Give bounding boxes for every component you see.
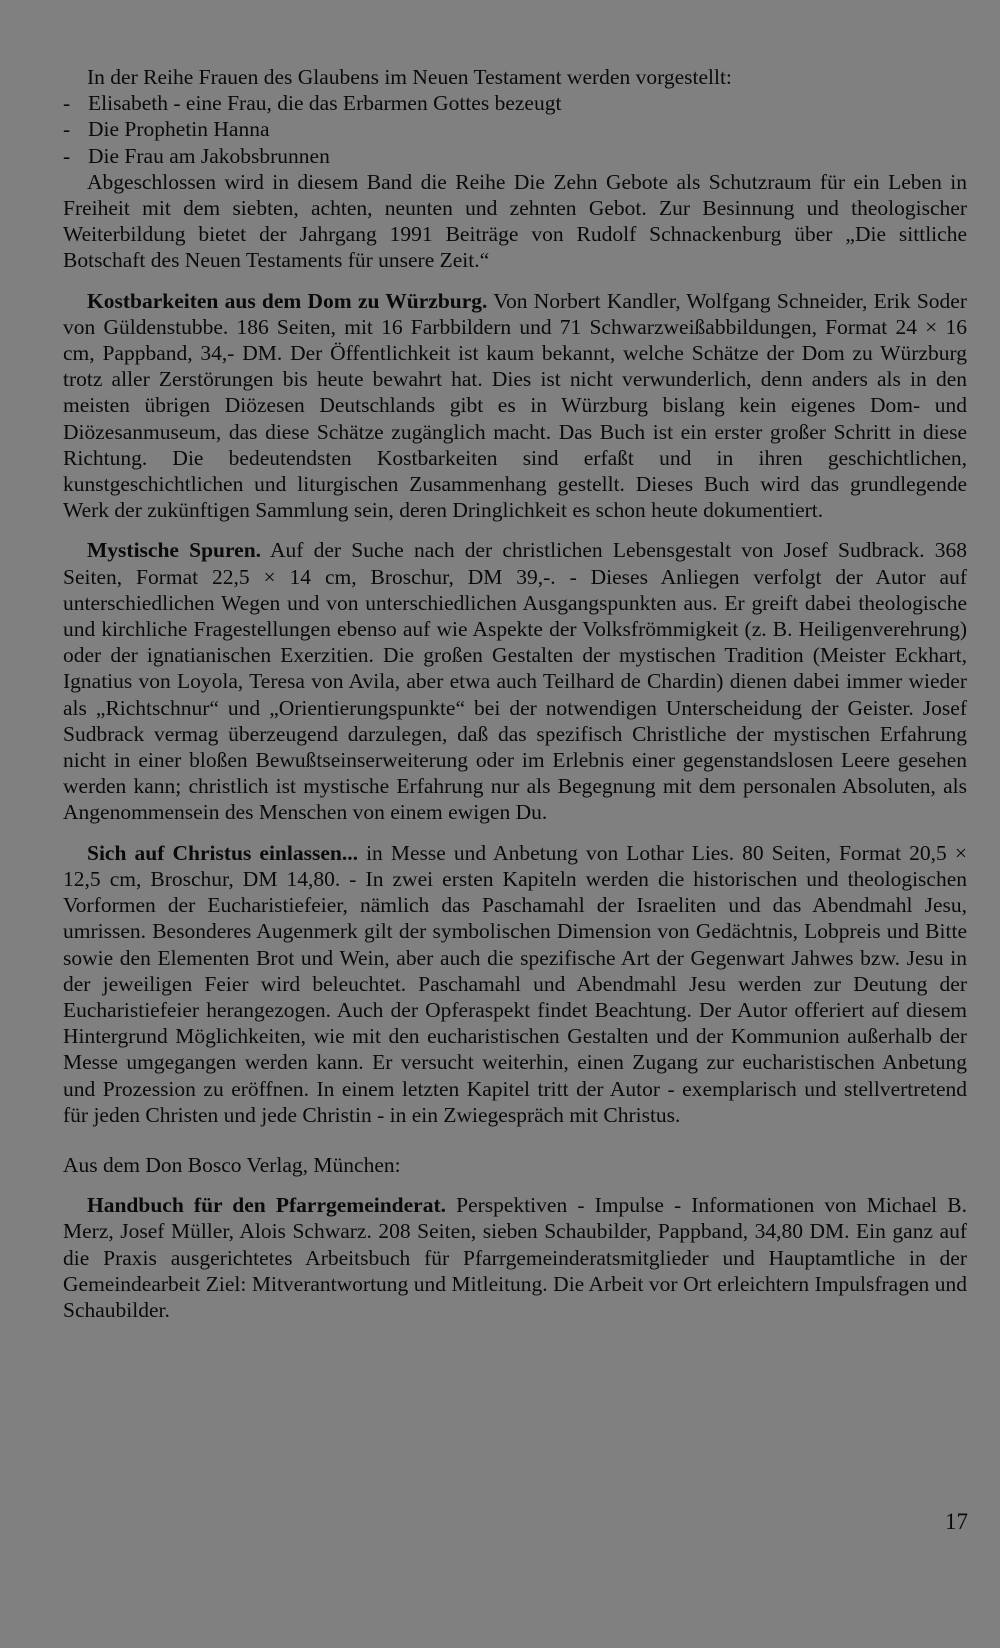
list-item (63, 90, 967, 116)
book-description: in Messe und Anbetung von Lothar Lies. 80 Seiten, Format 20,5 × 12,5 cm, Broschur, DM 14,80. - In zwei ersten Kapiteln werden die historischen und theologischen Vorformen der Eucharistiefeier, nämlich das Paschamahl der Israeliten und das Abendmahl Jesu, umrissen. Besonderes Augenmerk gilt der symbolischen Dimension von Gedächtnis, Lobpreis und Bitte sowie den Elementen Brot und Wein, aber auch die spezifische Art der Gegenwart Jahwes bzw. Jesu in der jeweiligen Feier wird beleuchtet. Paschamahl und Abendmahl Jesu werden zur Deutung der Eucharistiefeier herangezogen. Auch der Opferaspekt findet Beachtung. Der Autor offeriert auf diesem Hintergrund Möglichkeiten, wie mit den eucharistischen Gestalten und der Kommunion außerhalb der Messe umgegangen werden kann. Er versucht weiterhin, einen Zugang zur eucharistischen Anbetung und Prozession zu eröffnen. In einem letzten Kapitel tritt der Autor - exemplarisch und stellvertretend für jeden Christen und jede Christin - in ein Zwiegespräch mit Christus. (63, 840, 968, 1127)
list-item (63, 143, 967, 169)
book-entry-mystische-spuren (63, 537, 967, 825)
book-title: Sich auf Christus einlassen... (87, 840, 358, 865)
list-item (63, 116, 967, 142)
list-item-text: Elisabeth - eine Frau, die das Erbarmen Gottes bezeugt (88, 91, 562, 116)
intro-section (63, 64, 967, 274)
publisher-heading: Aus dem Don Bosco Verlag, München: (63, 1152, 401, 1177)
book-title: Mystische Spuren. (87, 538, 262, 563)
book-description: Von Norbert Kandler, Wolfgang Schneider, Erik Soder von Güldenstubbe. 186 Seiten, mit 16 Farbbildern und 71 Schwarzweißabbildungen, Format 24 × 16 cm, Pappband, 34,- DM. Der Öffentlichkeit ist kaum bekannt, welche Schätze der Dom zu Würzburg trotz aller Zerstörungen bis heute bewahrt hat. Dies ist nicht verwunderlich, denn anders als in den meisten übrigen Diözesen Deutschlands gibt es in Würzburg bislang kein eigenes Dom- und Diözesanmuseum, das diese Schätze zugänglich macht. Das Buch ist ein erster großer Schritt in diese Richtung. Die bedeutendsten Kostbarkeiten sind erfaßt und in ihren geschichtlichen, kunstgeschichtlichen und liturgischen Zusammenhang gestellt. Dieses Buch wird das grundlegende Werk der zukünftigen Sammlung sein, deren Dringlichkeit es schon heute dokumentiert. (63, 288, 967, 523)
book-title: Kostbarkeiten aus dem Dom zu Würzburg. (87, 288, 488, 313)
dash-marker: - (63, 91, 71, 116)
book-title: Handbuch für den Pfarrgemeinderat. (87, 1193, 447, 1218)
book-entry-kostbarkeiten (63, 288, 967, 524)
page-number: 17 (945, 1509, 968, 1534)
dash-marker: - (63, 117, 71, 142)
intro-lead: In der Reihe Frauen des Glaubens im Neuen Testament werden vorgestellt: (87, 65, 732, 89)
book-entry-handbuch (63, 1192, 967, 1323)
dash-marker: - (63, 143, 71, 168)
book-description: Auf der Suche nach der christlichen Lebensgestalt von Josef Sudbrack. 368 Seiten, Format 22,5 × 14 cm, Broschur, DM 39,-. - Dieses Anliegen verfolgt der Autor auf unterschiedlichen Wegen und von unterschiedlichen Ausgangspunkten aus. Er greift dabei theologische und kirchliche Fragestellungen ebenso auf wie Aspekte der Volksfrömmigkeit (z. B. Heiligenverehrung) oder der ignatianischen Exerzitien. Die großen Gestalten der mystischen Tradition (Meister Eckhart, Ignatius von Loyola, Teresa von Avila, aber etwa auch Teilhard de Chardin) dienen dabei immer wieder als „Richtschnur“ und „Orientierungspunkte“ bei der notwendigen Unterscheidung der Geister. Josef Sudbrack vermag überzeugend darzulegen, daß das spezifisch Christliche der mystischen Erfahrung nicht in einer bloßen Bewußtseinserweiterung oder im Erlebnis einer gegenstandslosen Leere gesehen werden kann; christlich ist mystische Erfahrung nur als Begegnung mit dem personalen Absoluten, als Angenommensein des Menschen von einem ewigen Du. (63, 538, 967, 825)
page-content (63, 64, 967, 1323)
list-item-text: Die Frau am Jakobsbrunnen (88, 143, 330, 168)
intro-closing: Abgeschlossen wird in diesem Band die Reihe Die Zehn Gebote als Schutzraum für ein Leben in Freiheit mit dem siebten, achten, neunten und zehnten Gebot. Zur Besinnung und theologischer Weiterbildung bietet der Jahrgang 1991 Beiträge von Rudolf Schnackenburg über „Die sittliche Botschaft des Neuen Testaments für unsere Zeit.“ (63, 169, 967, 273)
book-description: Perspektiven - Impulse - Informationen von Michael B. Merz, Josef Müller, Alois Schwarz. 208 Seiten, sieben Schaubilder, Pappband, 34,80 DM. Ein ganz auf die Praxis ausgerichtetes Arbeitsbuch für Pfarrgemeinderatsmitglieder und Hauptamtliche in der Gemeindearbeit Ziel: Mitverantwortung und Mitleitung. Die Arbeit vor Ort erleichtern Impulsfragen und Schaubilder. (63, 1193, 967, 1322)
list-item-text: Die Prophetin Hanna (88, 117, 270, 142)
book-entry-sich-auf-christus (63, 840, 967, 1128)
